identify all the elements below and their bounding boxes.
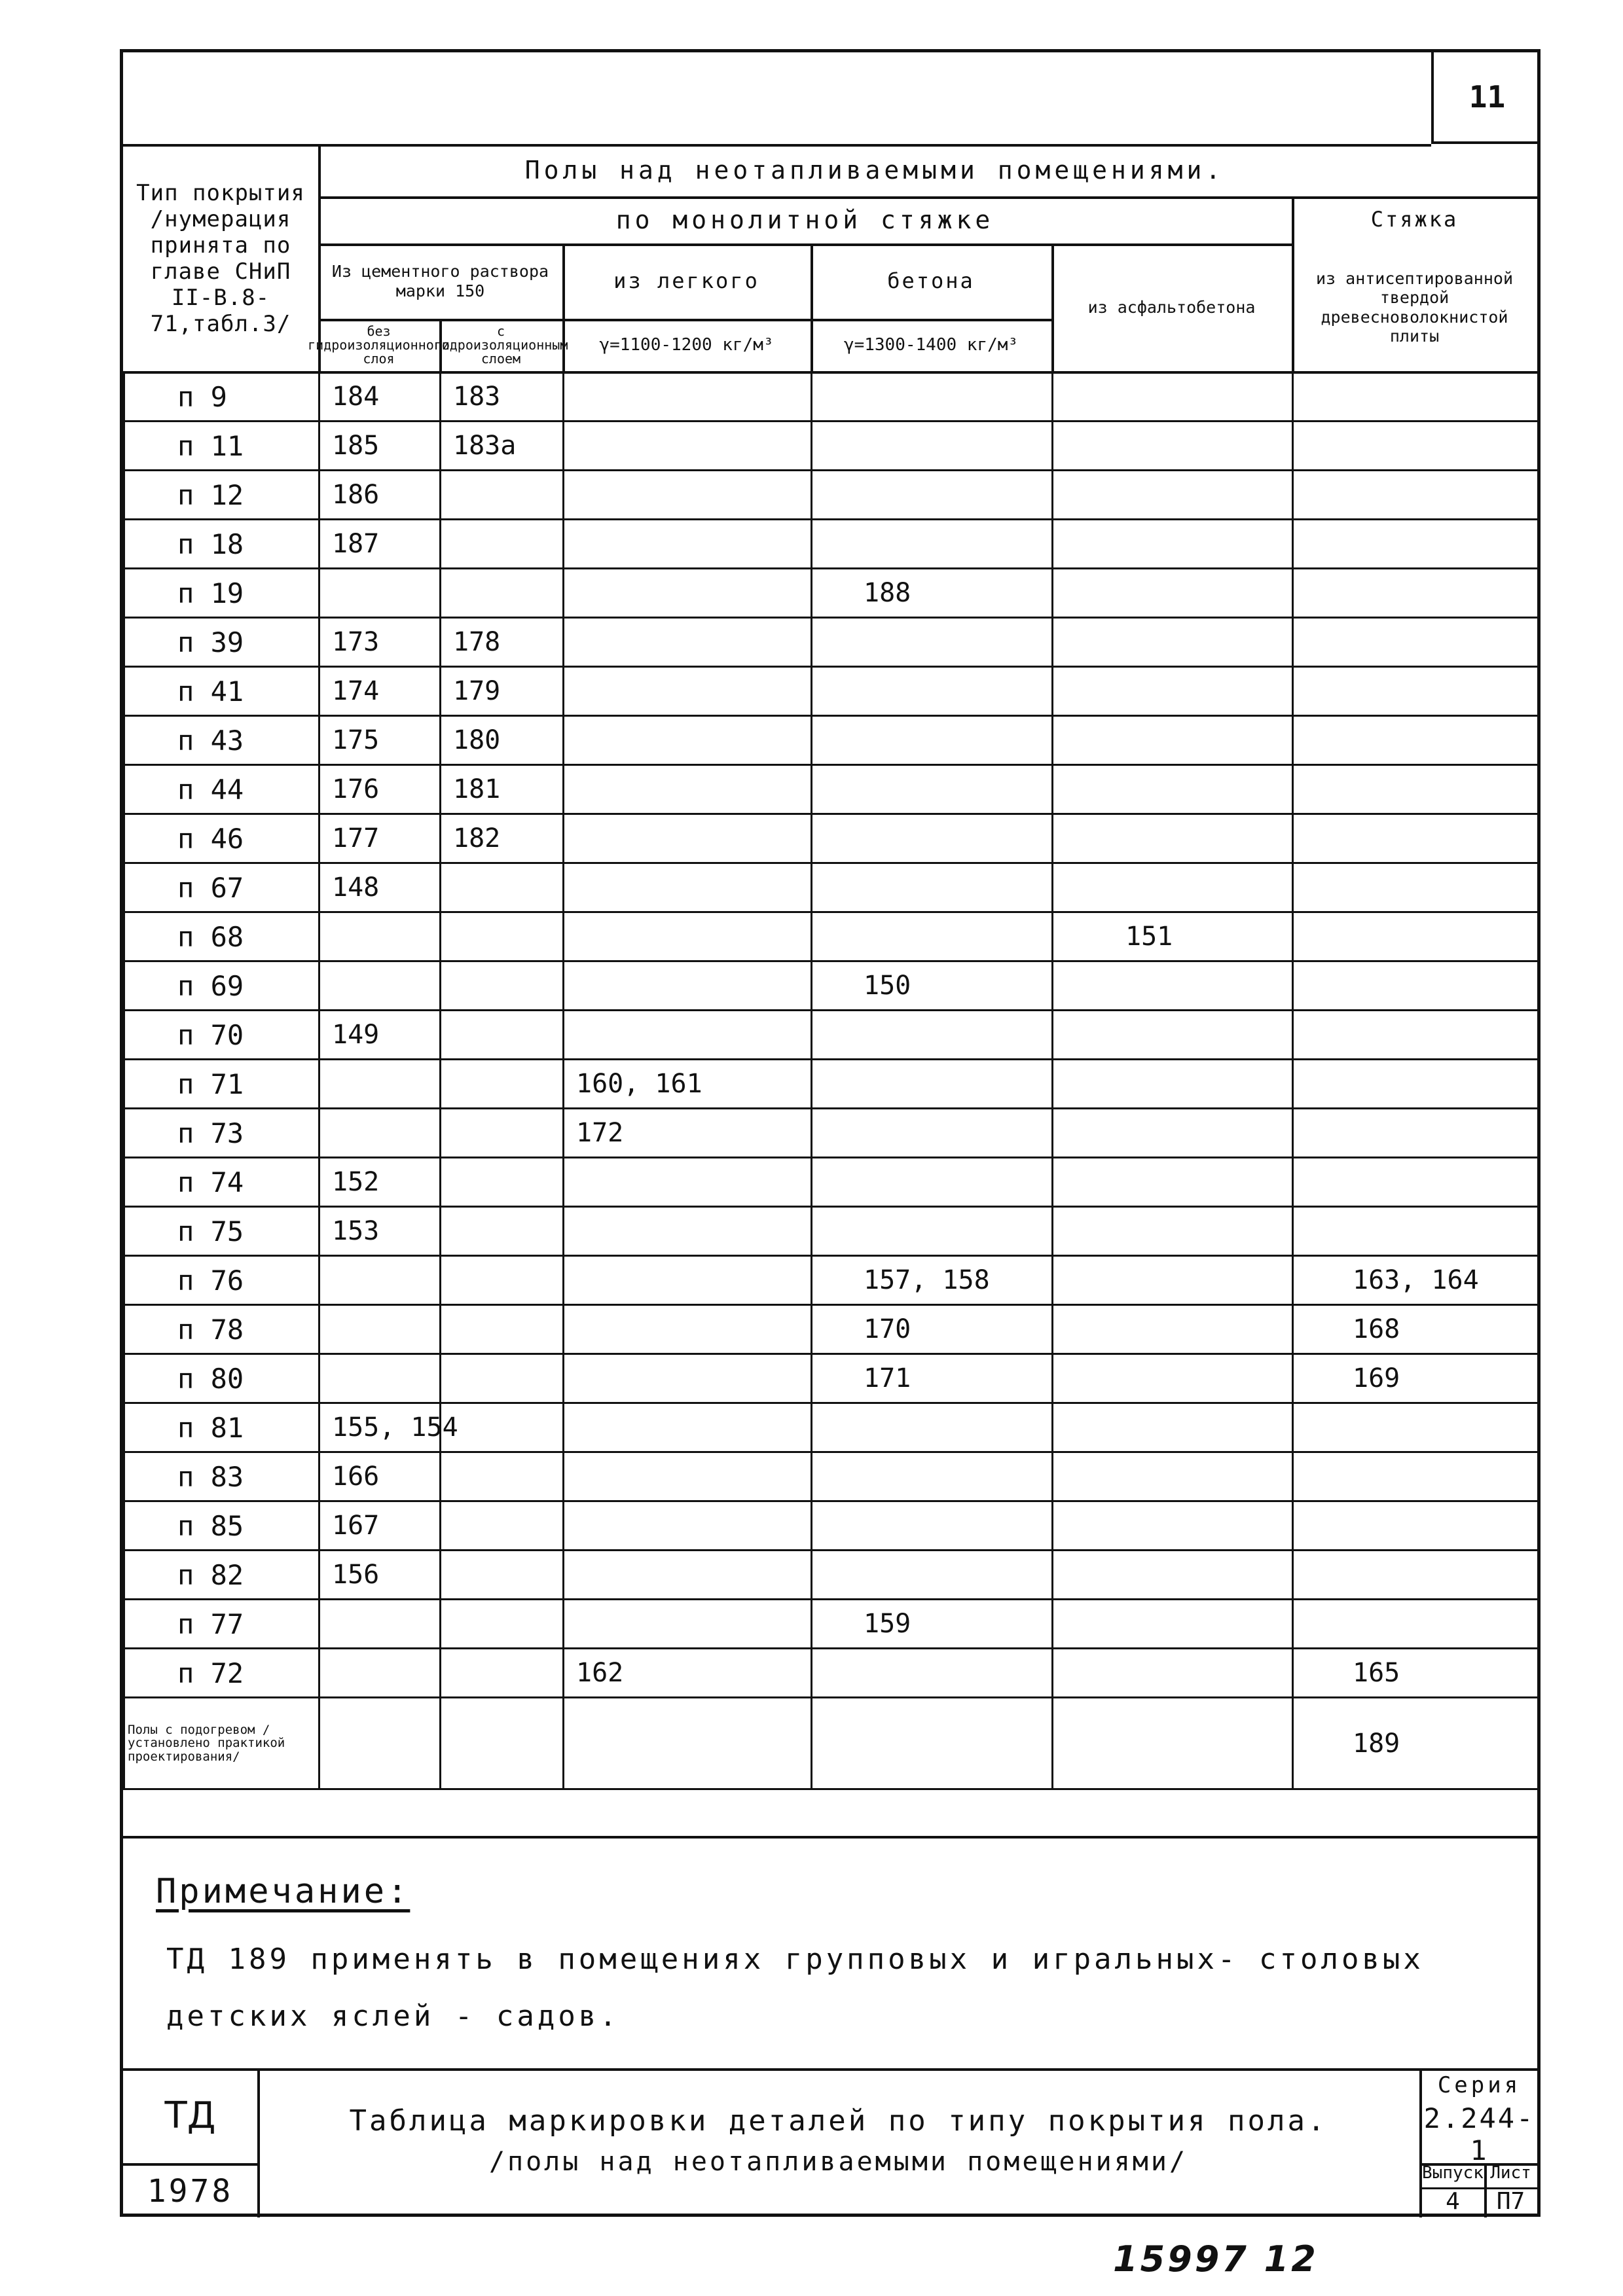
cell-light-concrete-1300 <box>812 667 1053 716</box>
cell-floor-type: п 85 <box>124 1501 319 1551</box>
cell-asphalt <box>1053 1551 1293 1600</box>
cell-fibreboard-screed <box>1293 618 1539 667</box>
table-row <box>124 667 1539 716</box>
table-row <box>124 1158 1539 1207</box>
title-block-vline-left <box>257 2068 260 2217</box>
cell-floor-type: п 19 <box>124 569 319 618</box>
cell-light-concrete-1100: 160, 161 <box>564 1060 812 1109</box>
cell-cement-no-waterproof: 176 <box>319 765 441 814</box>
cell-light-concrete-1100 <box>564 1403 812 1452</box>
cell-floor-type: п 41 <box>124 667 319 716</box>
cell-light-concrete-1100 <box>564 520 812 569</box>
header-density-left: γ=1100-1200 кг/м³ <box>599 334 774 355</box>
cell-floor-type: п 68 <box>124 912 319 961</box>
cell-fibreboard-screed <box>1293 471 1539 520</box>
table-row <box>124 1256 1539 1305</box>
cell-light-concrete-1100 <box>564 1501 812 1551</box>
cell-cement-no-waterproof: 166 <box>319 1452 441 1501</box>
series-value: 2.244-1 <box>1423 2102 1535 2166</box>
cell-floor-type: п 73 <box>124 1109 319 1158</box>
cell-floor-type: п 71 <box>124 1060 319 1109</box>
cell-asphalt <box>1053 1698 1293 1789</box>
cell-cement-no-waterproof: 174 <box>319 667 441 716</box>
cell-cement-no-waterproof: 173 <box>319 618 441 667</box>
table-row <box>124 471 1539 520</box>
cell-floor-type: п 11 <box>124 422 319 471</box>
cell-light-concrete-1100 <box>564 1011 812 1060</box>
cell-cement-waterproof <box>441 1060 564 1109</box>
cell-light-concrete-1300 <box>812 1207 1053 1256</box>
note-text-line-2: детских яслей - садов. <box>166 2000 620 2033</box>
cell-light-concrete-1300 <box>812 716 1053 765</box>
cell-cement-no-waterproof: 177 <box>319 814 441 863</box>
cell-floor-type: п 72 <box>124 1649 319 1698</box>
cell-cement-no-waterproof <box>319 1256 441 1305</box>
cell-light-concrete-1100 <box>564 618 812 667</box>
sheet-value: П7 <box>1496 2188 1525 2215</box>
issue-label: Выпуск <box>1422 2163 1484 2183</box>
cell-light-concrete-1100 <box>564 1207 812 1256</box>
table-row <box>124 716 1539 765</box>
title-block-code: ТД <box>164 2094 216 2137</box>
cell-asphalt <box>1053 667 1293 716</box>
cell-light-concrete-1100 <box>564 1158 812 1207</box>
cell-light-concrete-1100 <box>564 1256 812 1305</box>
table-row <box>124 1354 1539 1403</box>
cell-floor-type: п 9 <box>124 372 319 422</box>
table-row <box>124 1698 1539 1789</box>
cell-floor-type: п 18 <box>124 520 319 569</box>
cell-light-concrete-1300 <box>812 618 1053 667</box>
cell-cement-no-waterproof: 156 <box>319 1551 441 1600</box>
table-row <box>124 863 1539 912</box>
cell-floor-type: п 74 <box>124 1158 319 1207</box>
cell-light-concrete-1300 <box>812 1011 1053 1060</box>
cell-floor-type: п 44 <box>124 765 319 814</box>
cell-cement-waterproof <box>441 1354 564 1403</box>
table-row <box>124 422 1539 471</box>
cell-light-concrete-1100 <box>564 1698 812 1789</box>
cell-cement-no-waterproof: 148 <box>319 863 441 912</box>
cell-light-concrete-1100 <box>564 1600 812 1649</box>
table-row <box>124 1109 1539 1158</box>
cell-cement-waterproof <box>441 569 564 618</box>
cell-asphalt <box>1053 569 1293 618</box>
cell-floor-type: п 81 <box>124 1403 319 1452</box>
cell-light-concrete-1300 <box>812 520 1053 569</box>
table-row <box>124 814 1539 863</box>
marking-table <box>123 371 1539 1790</box>
cell-fibreboard-screed <box>1293 372 1539 422</box>
cell-cement-no-waterproof: 152 <box>319 1158 441 1207</box>
cell-light-concrete-1300: 157, 158 <box>812 1256 1053 1305</box>
note-text-line-1: ТД 189 применять в помещениях групповых и игральных- столовых <box>166 1943 1424 1976</box>
cell-cement-waterproof <box>441 863 564 912</box>
cell-light-concrete-1100 <box>564 765 812 814</box>
cell-cement-waterproof: 180 <box>441 716 564 765</box>
cell-asphalt <box>1053 1256 1293 1305</box>
cell-cement-no-waterproof: 149 <box>319 1011 441 1060</box>
cell-light-concrete-1100 <box>564 569 812 618</box>
title-block-subtitle: /полы над неотапливаемыми помещениями/ <box>488 2147 1188 2177</box>
cell-cement-waterproof <box>441 912 564 961</box>
table-row <box>124 765 1539 814</box>
cell-cement-waterproof: 182 <box>441 814 564 863</box>
cell-asphalt <box>1053 1207 1293 1256</box>
cell-asphalt <box>1053 618 1293 667</box>
cell-cement-waterproof: 183 <box>441 372 564 422</box>
cell-floor-type: п 69 <box>124 961 319 1011</box>
cell-light-concrete-1100 <box>564 422 812 471</box>
table-row <box>124 1011 1539 1060</box>
table-row <box>124 1305 1539 1354</box>
cell-floor-type: п 78 <box>124 1305 319 1354</box>
cell-floor-type: п 39 <box>124 618 319 667</box>
archive-stamp: 15997 12 <box>1113 2238 1319 2280</box>
sheet-number: 11 <box>1431 52 1541 144</box>
cell-cement-waterproof <box>441 1649 564 1698</box>
header-monolithic: по монолитной стяжке <box>615 205 994 234</box>
cell-fibreboard-screed <box>1293 961 1539 1011</box>
cell-light-concrete-1300 <box>812 471 1053 520</box>
cell-fibreboard-screed <box>1293 1403 1539 1452</box>
cell-light-concrete-1300 <box>812 912 1053 961</box>
cell-cement-waterproof <box>441 471 564 520</box>
cell-floor-type: п 76 <box>124 1256 319 1305</box>
table-row <box>124 618 1539 667</box>
table-row <box>124 520 1539 569</box>
cell-cement-no-waterproof <box>319 1600 441 1649</box>
cell-asphalt: 151 <box>1053 912 1293 961</box>
cell-fibreboard-screed <box>1293 1551 1539 1600</box>
cell-light-concrete-1300 <box>812 1060 1053 1109</box>
table-row <box>124 1600 1539 1649</box>
cell-cement-no-waterproof <box>319 1649 441 1698</box>
header-screed-title: Стяжка <box>1370 207 1459 232</box>
table-row <box>124 1649 1539 1698</box>
cell-light-concrete-1100 <box>564 372 812 422</box>
cell-fibreboard-screed <box>1293 716 1539 765</box>
cell-cement-waterproof <box>441 1551 564 1600</box>
cell-light-concrete-1300 <box>812 1698 1053 1789</box>
cell-light-concrete-1100: 162 <box>564 1649 812 1698</box>
cell-cement-waterproof <box>441 1452 564 1501</box>
cell-cement-waterproof <box>441 1501 564 1551</box>
cell-light-concrete-1100 <box>564 912 812 961</box>
cell-cement-no-waterproof <box>319 961 441 1011</box>
table-bottom-line <box>123 1836 1537 1839</box>
cell-floor-type: п 75 <box>124 1207 319 1256</box>
cell-light-concrete-1100 <box>564 863 812 912</box>
cell-asphalt <box>1053 422 1293 471</box>
cell-cement-no-waterproof: 186 <box>319 471 441 520</box>
series-label: Серия <box>1437 2072 1522 2098</box>
cell-floor-type: п 82 <box>124 1551 319 1600</box>
cell-light-concrete-1100 <box>564 1354 812 1403</box>
cell-asphalt <box>1053 1109 1293 1158</box>
marking-table-body <box>124 372 1539 1789</box>
cell-light-concrete-1300 <box>812 1158 1053 1207</box>
table-row <box>124 1551 1539 1600</box>
cell-fibreboard-screed <box>1293 1158 1539 1207</box>
header-density-right: γ=1300-1400 кг/м³ <box>843 334 1019 355</box>
cell-fibreboard-screed <box>1293 863 1539 912</box>
cell-asphalt <box>1053 1011 1293 1060</box>
cell-asphalt <box>1053 1452 1293 1501</box>
cell-asphalt <box>1053 1649 1293 1698</box>
cell-cement-no-waterproof <box>319 1698 441 1789</box>
cell-asphalt <box>1053 1060 1293 1109</box>
cell-light-concrete-1100 <box>564 667 812 716</box>
cell-cement-no-waterproof <box>319 1354 441 1403</box>
cell-cement-waterproof <box>441 1698 564 1789</box>
cell-floor-type: п 77 <box>124 1600 319 1649</box>
header-cement-no-waterproof: без гидроизоляционного слоя <box>308 323 450 367</box>
header-type-column: Тип покрытия /нумерация принята по главе СНиП II-В.8-71,табл.3/ <box>136 179 305 338</box>
cell-fibreboard-screed <box>1293 1452 1539 1501</box>
cell-fibreboard-screed <box>1293 1011 1539 1060</box>
cell-floor-type: п 12 <box>124 471 319 520</box>
table-row <box>124 1060 1539 1109</box>
cell-fibreboard-screed <box>1293 422 1539 471</box>
cell-asphalt <box>1053 1501 1293 1551</box>
cell-light-concrete-1300 <box>812 372 1053 422</box>
cell-asphalt <box>1053 471 1293 520</box>
cell-fibreboard-screed <box>1293 1501 1539 1551</box>
cell-asphalt <box>1053 520 1293 569</box>
table-row <box>124 1501 1539 1551</box>
sheet-label: Лист <box>1490 2163 1531 2183</box>
header-light-right: бетона <box>887 268 975 293</box>
table-row <box>124 1403 1539 1452</box>
title-block-title: Таблица маркировки деталей по типу покрытия пола. <box>349 2104 1328 2138</box>
cell-cement-waterproof <box>441 1600 564 1649</box>
cell-cement-no-waterproof <box>319 569 441 618</box>
cell-fibreboard-screed <box>1293 667 1539 716</box>
cell-fibreboard-screed <box>1293 520 1539 569</box>
cell-cement-waterproof <box>441 961 564 1011</box>
cell-light-concrete-1100 <box>564 1305 812 1354</box>
cell-cement-waterproof <box>441 520 564 569</box>
cell-fibreboard-screed: 165 <box>1293 1649 1539 1698</box>
cell-fibreboard-screed: 168 <box>1293 1305 1539 1354</box>
table-row <box>124 569 1539 618</box>
cell-cement-waterproof <box>441 1158 564 1207</box>
cell-light-concrete-1100 <box>564 814 812 863</box>
cell-asphalt <box>1053 1600 1293 1649</box>
cell-light-concrete-1100: 172 <box>564 1109 812 1158</box>
header-main-title: Полы над неотапливаемыми помещениями. <box>524 155 1225 185</box>
issue-value: 4 <box>1446 2188 1460 2215</box>
cell-cement-no-waterproof: 184 <box>319 372 441 422</box>
cell-fibreboard-screed <box>1293 814 1539 863</box>
cell-light-concrete-1300: 171 <box>812 1354 1053 1403</box>
cell-light-concrete-1300 <box>812 1109 1053 1158</box>
table-row <box>124 372 1539 422</box>
header-light-left: из легкого <box>613 268 759 293</box>
header-cement-waterproof: с гидроизоляционным слоем <box>433 323 568 367</box>
cell-asphalt <box>1053 372 1293 422</box>
cell-cement-no-waterproof: 175 <box>319 716 441 765</box>
cell-cement-waterproof: 181 <box>441 765 564 814</box>
cell-cement-no-waterproof: 167 <box>319 1501 441 1551</box>
cell-cement-no-waterproof <box>319 912 441 961</box>
cell-asphalt <box>1053 1354 1293 1403</box>
cell-cement-no-waterproof: 185 <box>319 422 441 471</box>
cell-cement-waterproof: 179 <box>441 667 564 716</box>
cell-asphalt <box>1053 716 1293 765</box>
drawing-sheet <box>120 49 1541 2217</box>
cell-cement-no-waterproof: 187 <box>319 520 441 569</box>
cell-fibreboard-screed: 169 <box>1293 1354 1539 1403</box>
title-block-top-line <box>123 2068 1537 2071</box>
cell-light-concrete-1100 <box>564 1452 812 1501</box>
cell-floor-type: Полы с подогревом /установлено практикой проектирования/ <box>124 1698 319 1789</box>
cell-light-concrete-1300 <box>812 1452 1053 1501</box>
cell-light-concrete-1300: 170 <box>812 1305 1053 1354</box>
cell-asphalt <box>1053 765 1293 814</box>
cell-floor-type: п 80 <box>124 1354 319 1403</box>
cell-cement-waterproof <box>441 1305 564 1354</box>
cell-light-concrete-1100 <box>564 1551 812 1600</box>
table-row <box>124 961 1539 1011</box>
cell-light-concrete-1300 <box>812 1501 1053 1551</box>
cell-fibreboard-screed <box>1293 1207 1539 1256</box>
cell-cement-waterproof <box>441 1207 564 1256</box>
cell-light-concrete-1300 <box>812 1649 1053 1698</box>
cell-light-concrete-1300: 159 <box>812 1600 1053 1649</box>
cell-asphalt <box>1053 814 1293 863</box>
header-asphalt: из асфальтобетона <box>1087 297 1256 317</box>
cell-cement-waterproof <box>441 1109 564 1158</box>
cell-cement-waterproof <box>441 1011 564 1060</box>
cell-floor-type: п 67 <box>124 863 319 912</box>
cell-light-concrete-1300 <box>812 765 1053 814</box>
header-screed-sub: из антисептированной твердой древесноволокнистой плиты <box>1315 268 1514 346</box>
cell-fibreboard-screed <box>1293 1060 1539 1109</box>
cell-floor-type: п 46 <box>124 814 319 863</box>
cell-cement-waterproof: 183а <box>441 422 564 471</box>
cell-cement-waterproof <box>441 1403 564 1452</box>
cell-light-concrete-1300 <box>812 1403 1053 1452</box>
table-row <box>124 1452 1539 1501</box>
cell-light-concrete-1100 <box>564 961 812 1011</box>
cell-fibreboard-screed: 163, 164 <box>1293 1256 1539 1305</box>
cell-cement-waterproof: 178 <box>441 618 564 667</box>
table-row <box>124 912 1539 961</box>
header-cement: Из цементного раствора марки 150 <box>331 262 549 300</box>
cell-light-concrete-1300: 188 <box>812 569 1053 618</box>
cell-fibreboard-screed <box>1293 569 1539 618</box>
cell-cement-no-waterproof <box>319 1109 441 1158</box>
cell-asphalt <box>1053 1305 1293 1354</box>
cell-cement-no-waterproof <box>319 1060 441 1109</box>
cell-light-concrete-1100 <box>564 471 812 520</box>
cell-light-concrete-1300 <box>812 814 1053 863</box>
cell-fibreboard-screed <box>1293 1600 1539 1649</box>
cell-light-concrete-1300: 150 <box>812 961 1053 1011</box>
cell-asphalt <box>1053 961 1293 1011</box>
cell-light-concrete-1300 <box>812 1551 1053 1600</box>
cell-asphalt <box>1053 863 1293 912</box>
cell-cement-no-waterproof: 155, 154 <box>319 1403 441 1452</box>
cell-floor-type: п 70 <box>124 1011 319 1060</box>
cell-fibreboard-screed <box>1293 1109 1539 1158</box>
table-row <box>124 1207 1539 1256</box>
cell-fibreboard-screed <box>1293 765 1539 814</box>
note-title: Примечание: <box>156 1872 410 1911</box>
cell-cement-waterproof <box>441 1256 564 1305</box>
cell-fibreboard-screed: 189 <box>1293 1698 1539 1789</box>
cell-floor-type: п 43 <box>124 716 319 765</box>
cell-floor-type: п 83 <box>124 1452 319 1501</box>
cell-light-concrete-1300 <box>812 863 1053 912</box>
title-block-year: 1978 <box>147 2172 234 2210</box>
cell-light-concrete-1100 <box>564 716 812 765</box>
cell-cement-no-waterproof: 153 <box>319 1207 441 1256</box>
cell-asphalt <box>1053 1158 1293 1207</box>
cell-light-concrete-1300 <box>812 422 1053 471</box>
cell-asphalt <box>1053 1403 1293 1452</box>
cell-cement-no-waterproof <box>319 1305 441 1354</box>
cell-fibreboard-screed <box>1293 912 1539 961</box>
